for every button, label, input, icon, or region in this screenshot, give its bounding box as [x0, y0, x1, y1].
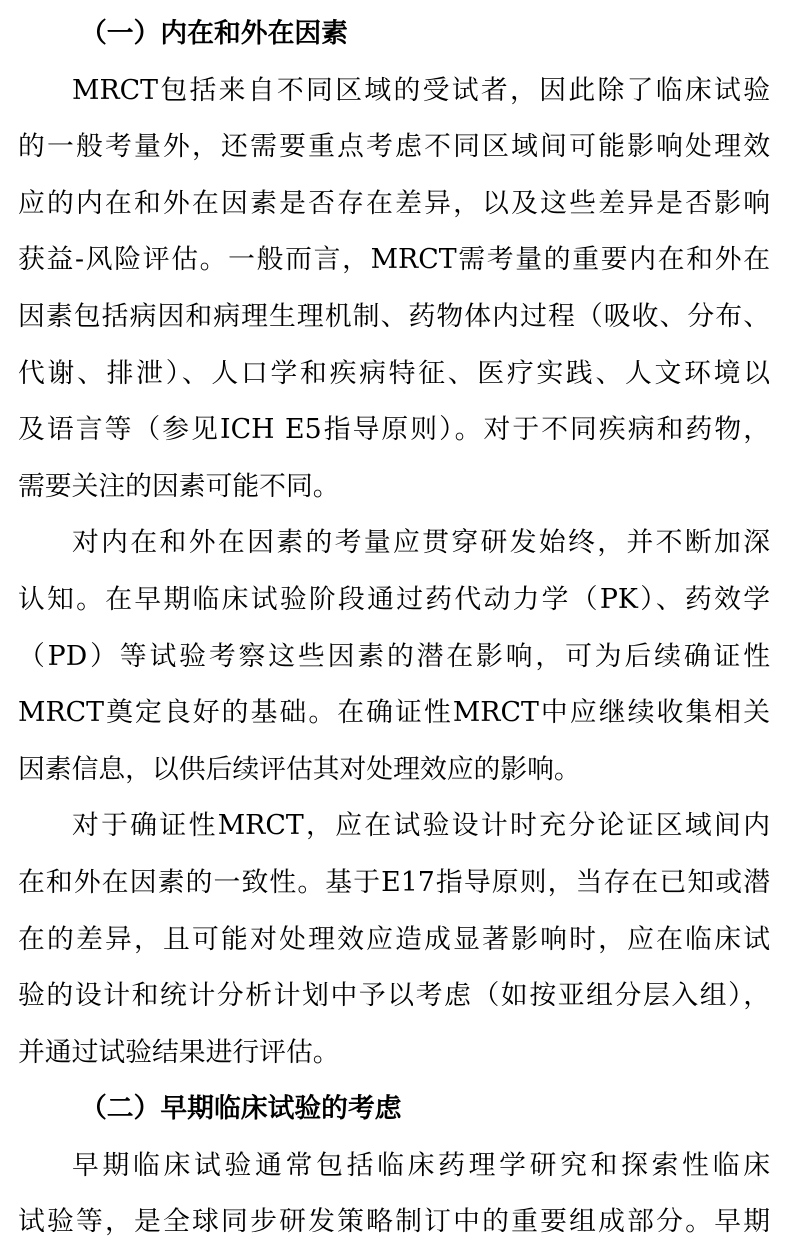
paragraph — [18, 515, 770, 798]
section-heading: （一）内在和外在因素 — [80, 18, 348, 49]
document-page — [18, 6, 770, 1251]
text-line: MRCT包括来自不同区域的受试者，因此除了临床试验 — [72, 74, 770, 106]
text-line: 因素信息，以供后续评估其对处理效应的影响。 — [18, 753, 581, 785]
text-line: 早期临床试验通常包括临床药理学研究和探索性临床 — [72, 1149, 770, 1181]
text-line: 的一般考量外，还需要重点考虑不同区域间可能影响处理效 — [18, 131, 770, 163]
text-line: （PD）等试验考察这些因素的潜在影响，可为后续确证性 — [18, 640, 770, 672]
text-line: 及语言等（参见ICH E5指导原则）。对于不同疾病和药物， — [18, 414, 770, 446]
text-line: 在的差异，且可能对处理效应造成显著影响时，应在临床试 — [18, 923, 770, 955]
paragraph — [18, 1138, 770, 1251]
text-line: 并通过试验结果进行评估。 — [18, 1036, 340, 1068]
text-line: MRCT奠定良好的基础。在确证性MRCT中应继续收集相关 — [18, 697, 770, 729]
text-line: 对内在和外在因素的考量应贯穿研发始终，并不断加深 — [72, 527, 770, 559]
paragraph — [18, 63, 770, 516]
text-line: 对于确证性MRCT，应在试验设计时充分论证区域间内 — [72, 810, 770, 842]
paragraph — [18, 798, 770, 1081]
text-line: 获益-风险评估。一般而言，MRCT需考量的重要内在和外在 — [18, 244, 770, 276]
text-line: 在和外在因素的一致性。基于E17指导原则，当存在已知或潜 — [18, 866, 770, 898]
text-line: 代谢、排泄）、人口学和疾病特征、医疗实践、人文环境以 — [18, 357, 770, 389]
text-line: 认知。在早期临床试验阶段通过药代动力学（PK）、药效学 — [18, 583, 770, 615]
text-line: 应的内在和外在因素是否存在差异，以及这些差异是否影响 — [18, 187, 770, 219]
text-line: 验的设计和统计分析计划中予以考虑（如按亚组分层入组）， — [18, 980, 770, 1012]
section-heading: （二）早期临床试验的考虑 — [80, 1093, 402, 1125]
text-line: 试验等，是全球同步研发策略制订中的重要组成部分。早期 — [18, 1206, 770, 1238]
text-line: 需要关注的因素可能不同。 — [18, 470, 340, 502]
text-line: 因素包括病因和病理生理机制、药物体内过程（吸收、分布、 — [18, 300, 770, 332]
